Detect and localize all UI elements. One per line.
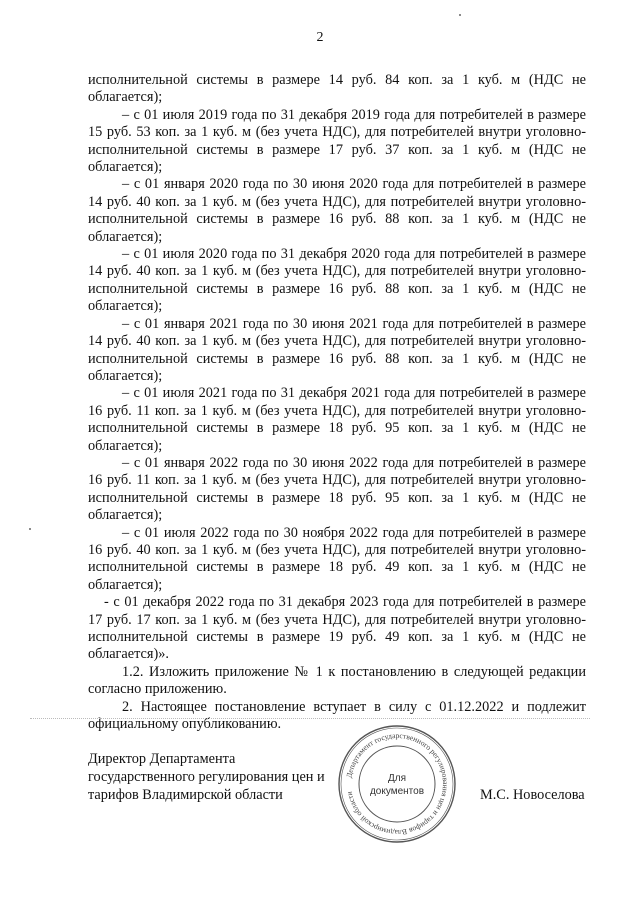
- tariff-item-2019-h2: – с 01 июля 2019 года по 31 декабря 2019 года для потребителей в размере 15 руб. 53 коп. за 1 куб. м (без учета НДС), для потребителей внутри уголовно-исполнительной системы в размере 17 руб. 37 коп. за 1 куб. м (НДС не облагается);: [88, 106, 586, 176]
- tariff-item-2020-h2: – с 01 июля 2020 года по 31 декабря 2020 года для потребителей в размере 14 руб. 40 коп. за 1 куб. м (без учета НДС), для потребителей внутри уголовно-исполнительной системы в размере 16 руб. 88 коп. за 1 куб. м (НДС не облагается);: [88, 246, 586, 315]
- tariff-item-2020-h1: – с 01 января 2020 года по 30 июня 2020 года для потребителей в размере 14 руб. 40 коп. за 1 куб. м (без учета НДС), для потребителей внутри уголовно-исполнительной системы в размере 16 руб. 88 коп. за 1 куб. м (НДС не облагается);: [88, 176, 586, 245]
- signatory-title-line: государственного регулирования цен и: [88, 769, 325, 785]
- page-number: 2: [316, 30, 324, 45]
- signatory-title: [88, 750, 325, 804]
- seal-center-text: документов: [369, 786, 425, 797]
- seal-ring-text: Департамент государственного регулирования цен и тарифов Владимирской области: [344, 730, 451, 838]
- seal-outer-ring-inner: [341, 728, 453, 840]
- scan-speck: [29, 528, 31, 530]
- tariff-item-2022-2023: - с 01 декабря 2022 года по 31 декабря 2023 года для потребителей в размере 17 руб. 17 коп. за 1 куб. м (без учета НДС), для потребителей внутри уголовно-исполнительной системы в размере 19 руб. 49 коп. за 1 куб. м (НДС не облагается)».: [88, 594, 586, 663]
- body-text: [88, 72, 586, 733]
- tariff-item-2021-h1: – с 01 января 2021 года по 30 июня 2021 года для потребителей в размере 14 руб. 40 коп. за 1 куб. м (без учета НДС), для потребителей внутри уголовно-исполнительной системы в размере 16 руб. 88 коп. за 1 куб. м (НДС не облагается);: [88, 315, 586, 384]
- scan-speck: [459, 14, 461, 16]
- seal-inner-ring: [359, 746, 435, 822]
- official-seal-stamp: [335, 722, 459, 846]
- tariff-item-2022-h2: – с 01 июля 2022 года по 30 ноября 2022 года для потребителей в размере 16 руб. 40 коп. за 1 куб. м (без учета НДС), для потребителей внутри уголовно-исполнительной системы в размере 18 руб. 49 коп. за 1 куб. м (НДС не облагается);: [88, 524, 586, 593]
- signatory-title-line: тарифов Владимирской области: [88, 787, 283, 803]
- clause-2: 2. Настоящее постановление вступает в силу с 01.12.2022 и подлежит официальному опубликованию.: [88, 698, 586, 733]
- clause-1-2: 1.2. Изложить приложение № 1 к постановлению в следующей редакции согласно приложению.: [88, 663, 586, 698]
- signatory-name: М.С. Новоселова: [480, 787, 585, 803]
- seal-outer-ring: [339, 726, 455, 842]
- signatory-title-line: Директор Департамента: [88, 751, 236, 767]
- paragraph-continuation: исполнительной системы в размере 14 руб. 84 коп. за 1 куб. м (НДС не облагается);: [88, 72, 586, 106]
- tariff-item-2021-h2: – с 01 июля 2021 года по 31 декабря 2021 года для потребителей в размере 16 руб. 11 коп. за 1 куб. м (без учета НДС), для потребителей внутри уголовно-исполнительной системы в размере 18 руб. 95 коп. за 1 куб. м (НДС не облагается);: [88, 385, 586, 454]
- tariff-item-2022-h1: – с 01 января 2022 года по 30 июня 2022 года для потребителей в размере 16 руб. 11 коп. за 1 куб. м (без учета НДС), для потребителей внутри уголовно-исполнительной системы в размере 18 руб. 95 коп. за 1 куб. м (НДС не облагается);: [88, 454, 586, 524]
- seal-center-text: Для: [387, 773, 407, 784]
- divider-line: [30, 718, 590, 719]
